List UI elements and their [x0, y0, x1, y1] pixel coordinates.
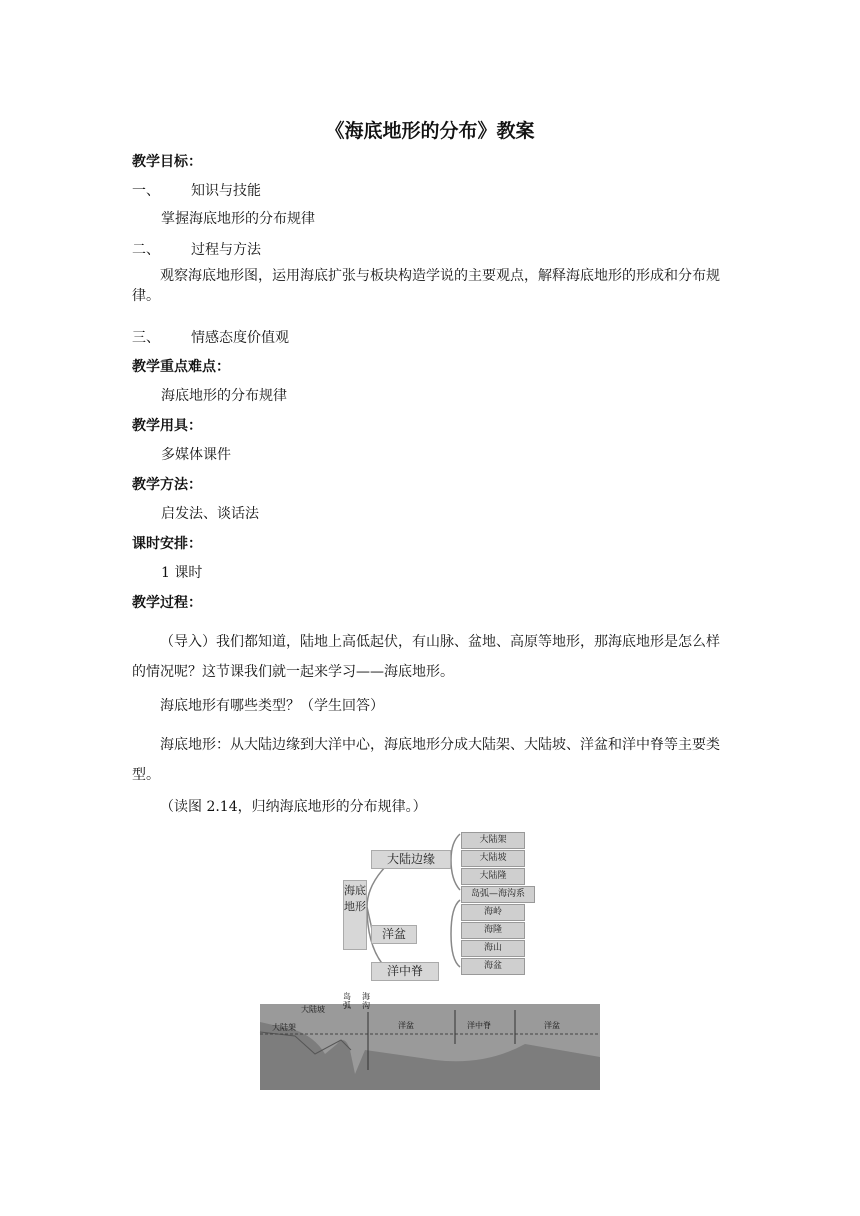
goal-1-detail: 掌握海底地形的分布规律 — [161, 211, 315, 227]
process-figure-caption: （读图 2.14，归纳海底地形的分布规律。） — [160, 799, 427, 815]
key-heading: 教学重点难点： — [132, 359, 230, 375]
profile-label: 洋盆 — [398, 1021, 414, 1030]
profile-label: 洋盆 — [544, 1021, 560, 1030]
goal-2-detail: 观察海底地形图，运用海底扩张与板块构造学说的主要观点，解释海底地形的形成和分布规律。 — [132, 268, 720, 304]
goal-1-title: 知识与技能 — [191, 183, 261, 199]
tools-text: 多媒体课件 — [161, 447, 231, 463]
basin-item: 海盆 — [461, 958, 525, 975]
branch-mid-ocean-ridge: 洋中脊 — [371, 962, 439, 981]
profile-label: 大陆架 — [272, 1023, 296, 1032]
process-heading: 教学过程： — [132, 595, 202, 611]
goal-3-title: 情感态度价值观 — [191, 330, 289, 346]
process-question: 海底地形有哪些类型？（学生回答） — [160, 698, 384, 714]
profile-label: 洋中脊 — [467, 1021, 491, 1030]
root-node: 海底地形 — [343, 880, 367, 950]
tools-heading: 教学用具： — [132, 418, 202, 434]
document-title: 《海底地形的分布》教案 — [325, 120, 535, 142]
schedule-heading: 课时安排： — [132, 536, 202, 552]
basin-item: 海隆 — [461, 922, 525, 939]
goal-2-number: 二、 — [132, 242, 160, 258]
margin-item: 大陆坡 — [461, 850, 525, 867]
seafloor-figure — [255, 822, 605, 1092]
methods-heading: 教学方法： — [132, 477, 202, 493]
margin-item: 大陆隆 — [461, 868, 525, 885]
process-intro: （导入）我们都知道，陆地上高低起伏，有山脉、盆地、高原等地形，那海底地形是怎么样的情况呢？这节课我们就一起来学习——海底地形。 — [132, 634, 720, 680]
key-text: 海底地形的分布规律 — [161, 388, 287, 404]
schedule-text: 1 课时 — [161, 565, 203, 581]
process-types: 海底地形：从大陆边缘到大洋中心，海底地形分成大陆架、大陆坡、洋盆和洋中脊等主要类型。 — [132, 737, 720, 783]
branch-continental-margin: 大陆边缘 — [371, 850, 451, 869]
basin-item: 海岭 — [461, 904, 525, 921]
methods-text: 启发法、谈话法 — [161, 506, 259, 522]
branch-ocean-basin: 洋盆 — [371, 925, 417, 944]
profile-label: 岛弧 — [343, 992, 351, 1010]
goal-3-number: 三、 — [132, 330, 160, 346]
profile-label: 大陆坡 — [301, 1005, 325, 1014]
basin-item: 海山 — [461, 940, 525, 957]
goal-1-number: 一、 — [132, 183, 160, 199]
profile-label: 海沟 — [362, 992, 370, 1010]
margin-item: 岛弧—海沟系 — [461, 886, 535, 903]
margin-item: 大陆架 — [461, 832, 525, 849]
goal-2-title: 过程与方法 — [191, 242, 261, 258]
goals-heading: 教学目标： — [132, 154, 202, 170]
